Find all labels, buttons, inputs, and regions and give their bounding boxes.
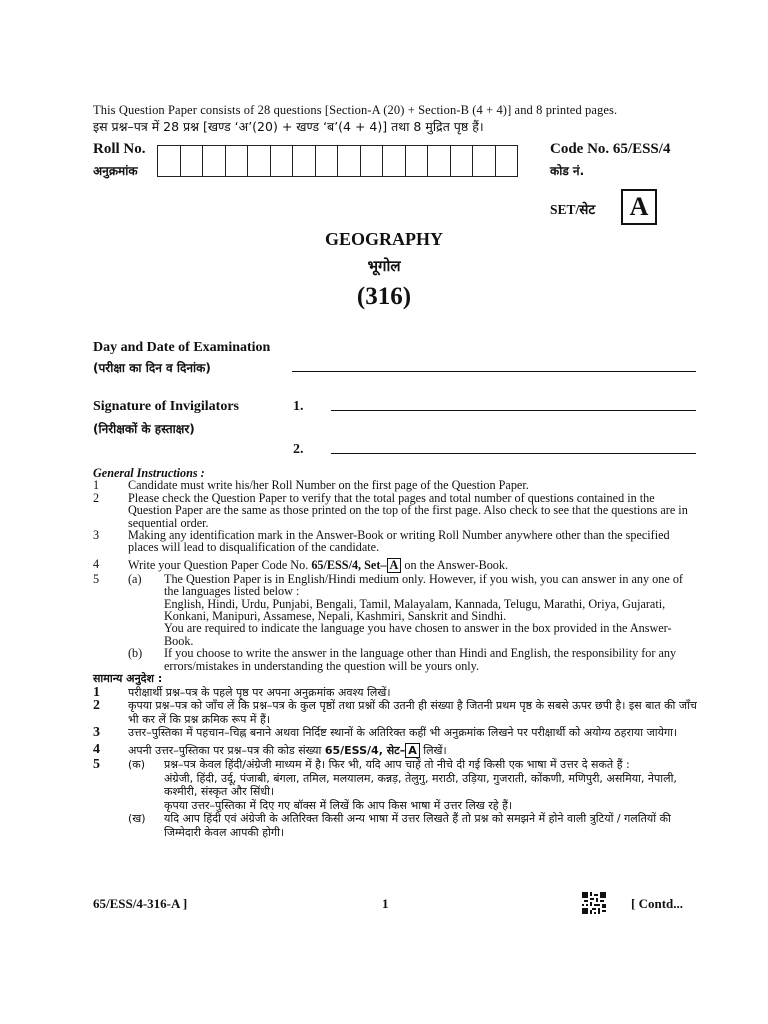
roll-no-box[interactable] bbox=[337, 145, 361, 177]
instruction-number: 5 bbox=[93, 756, 100, 772]
roll-no-box[interactable] bbox=[292, 145, 316, 177]
invigilator-1-number: 1. bbox=[293, 399, 304, 414]
instruction-item bbox=[93, 529, 698, 554]
paper-info-en: This Question Paper consists of 28 questions [Section-A (20) + Section-B (4 + 4)] and 8 printed pages. bbox=[93, 103, 618, 117]
invigilator-2-number: 2. bbox=[293, 442, 304, 457]
instruction-number: 1 bbox=[93, 478, 100, 493]
sub-item-text: You are required to indicate the language you have chosen to answer in the box provided in the Answer-Book. bbox=[164, 621, 672, 648]
invigilator-1-line[interactable] bbox=[331, 410, 696, 411]
instruction-item bbox=[93, 647, 698, 672]
language-list: English, Hindi, Urdu, Punjabi, Bengali, Tamil, Malayalam, Kannada, Telugu, Marathi, Oriya, Gujarati, Konkani, Manipuri, Assamese, Nepali, Kashmiri, Sanskrit and Sindhi. bbox=[164, 596, 666, 624]
qr-code-icon bbox=[582, 892, 606, 914]
set-inline-box: A bbox=[405, 743, 420, 758]
instruction-item bbox=[93, 743, 698, 758]
instruction-text bbox=[164, 573, 698, 647]
roll-no-box[interactable] bbox=[157, 145, 181, 177]
set-label: SET/सेट bbox=[550, 202, 596, 217]
instruction-number: 5 bbox=[93, 571, 100, 586]
instruction-text bbox=[128, 558, 698, 573]
roll-no-boxes[interactable] bbox=[157, 145, 517, 177]
instruction-number: 2 bbox=[93, 698, 100, 714]
instruction-text-post: लिखें। bbox=[419, 743, 447, 757]
language-list: अंग्रेजी, हिंदी, उर्दू, पंजाबी, बंगला, तमिल, मलयालम, कन्नड़, तेलुगु, मराठी, उड़िया, गुजराती, कोंकणी, मणिपुरी, असमिया, नेपाली, कश्मीरी, संस्कृत और सिंधी। bbox=[164, 771, 677, 799]
hindi-instructions-heading: सामान्य अनुदेश : bbox=[93, 672, 163, 685]
instruction-number: 2 bbox=[93, 490, 100, 505]
general-instructions bbox=[93, 467, 698, 672]
instruction-item bbox=[93, 699, 698, 726]
roll-no-box[interactable] bbox=[427, 145, 451, 177]
instruction-item bbox=[93, 758, 698, 812]
roll-no-box[interactable] bbox=[450, 145, 474, 177]
invigilator-signature-label-hi: (निरीक्षकों के हस्ताक्षर) bbox=[93, 422, 195, 436]
roll-no-label-hi: अनुक्रमांक bbox=[93, 164, 138, 178]
instruction-text: परीक्षार्थी प्रश्न–पत्र के पहले पृष्ठ पर अपना अनुक्रमांक अवश्य लिखें। bbox=[128, 685, 391, 699]
roll-no-box[interactable] bbox=[472, 145, 496, 177]
instruction-number: 1 bbox=[93, 684, 100, 700]
footer-paper-code: 65/ESS/4-316-A ] bbox=[93, 896, 188, 911]
instruction-text: Candidate must write his/her Roll Number on the first page of the Question Paper. bbox=[128, 478, 529, 493]
instruction-text-pre: अपनी उत्तर–पुस्तिका पर प्रश्न–पत्र की कोड संख्या bbox=[128, 743, 325, 757]
instruction-text-pre: Write your Question Paper Code No. bbox=[128, 557, 312, 572]
exam-date-line[interactable] bbox=[292, 371, 696, 372]
instruction-item bbox=[93, 558, 698, 573]
sub-item-text: प्रश्न–पत्र केवल हिंदी/अंग्रेजी माध्यम में है। फिर भी, यदि आप चाहें तो नीचे दी गई किसी एक भाषा में उत्तर दे सकते हैं : bbox=[164, 757, 630, 771]
instruction-text: उत्तर–पुस्तिका में पहचान–चिह्न बनाने अथवा निर्दिष्ट स्थानों के अतिरिक्त कहीं भी अनुक्रमांक लिखने पर परीक्षार्थी को अयोग्य ठहराया जायेगा। bbox=[128, 726, 678, 740]
sub-item-text: कृपया उत्तर–पुस्तिका में दिए गए बॉक्स में लिखें कि आप किस भाषा में उत्तर लिख रहे हैं। bbox=[164, 798, 513, 812]
roll-no-box[interactable] bbox=[225, 145, 249, 177]
exam-date-label-hi: (परीक्षा का दिन व दिनांक) bbox=[93, 361, 211, 375]
instruction-number: 4 bbox=[93, 556, 100, 571]
sub-item-text: If you choose to write the answer in the language other than Hindi and English, the responsibility for any errors/mistakes in understanding the question will be yours only. bbox=[164, 646, 677, 673]
roll-no-box[interactable] bbox=[202, 145, 226, 177]
roll-no-box[interactable] bbox=[270, 145, 294, 177]
instruction-number: 3 bbox=[93, 725, 100, 741]
roll-no-box[interactable] bbox=[495, 145, 519, 177]
roll-no-box[interactable] bbox=[180, 145, 204, 177]
instruction-text: कृपया प्रश्न–पत्र को जाँच लें कि प्रश्न–पत्र के कुल पृष्ठों तथा प्रश्नों की उतनी ही संख्या है जितनी प्रथम पृष्ठ के सबसे ऊपर छपी है। इस बात की जाँच भी कर लें कि प्रश्न क्रमिक रूप में हैं। bbox=[128, 699, 697, 726]
sub-item-text: यदि आप हिंदी एवं अंग्रेजी के अतिरिक्त किसी अन्य भाषा में उत्तर लिखते हैं तो प्रश्न को समझने में होने वाली त्रुटियों / गलतियों की जिम्मेदारी केवल आपकी होगी। bbox=[164, 812, 671, 839]
code-set-text: 65/ESS/4, Set– bbox=[311, 557, 387, 572]
instruction-number-spacer bbox=[93, 647, 128, 672]
instruction-item bbox=[93, 726, 698, 740]
code-no-label-hi: कोड नं. bbox=[550, 164, 585, 178]
sub-item-label: (ख) bbox=[128, 812, 146, 826]
sub-item-text: The Question Paper is in English/Hindi medium only. However, if you wish, you can answer in any one of the languages listed below : bbox=[164, 571, 683, 599]
code-set-text: 65/ESS/4, सेट– bbox=[324, 743, 406, 757]
hindi-instructions bbox=[93, 672, 698, 840]
instruction-text-post: on the Answer-Book. bbox=[401, 557, 509, 572]
invigilator-signature-label: Signature of Invigilators bbox=[93, 399, 239, 414]
set-box: A bbox=[621, 189, 657, 225]
invigilator-2-line[interactable] bbox=[331, 453, 696, 454]
instruction-text bbox=[128, 743, 698, 758]
roll-no-box[interactable] bbox=[405, 145, 429, 177]
general-instructions-heading: General Instructions : bbox=[93, 466, 205, 480]
instruction-item bbox=[93, 573, 698, 647]
instruction-item bbox=[93, 812, 698, 839]
roll-no-label: Roll No. bbox=[93, 141, 146, 157]
roll-no-box[interactable] bbox=[315, 145, 339, 177]
subject-title: GEOGRAPHY bbox=[324, 229, 443, 249]
set-inline-box: A bbox=[387, 558, 402, 573]
instruction-number: 3 bbox=[93, 528, 100, 543]
sub-item-label: (a) bbox=[128, 571, 142, 586]
page-number: 1 bbox=[382, 896, 389, 911]
instruction-text: Making any identification mark in the Answer-Book or writing Roll Number anywhere other than the specified places will lead to disqualification of the candidate. bbox=[128, 528, 670, 555]
exam-date-label: Day and Date of Examination bbox=[93, 340, 271, 355]
roll-no-box[interactable] bbox=[382, 145, 406, 177]
code-no-label: Code No. 65/ESS/4 bbox=[550, 141, 671, 157]
instruction-item bbox=[93, 492, 698, 529]
continued-label: [ Contd... bbox=[631, 896, 684, 911]
instruction-number-spacer bbox=[93, 812, 128, 839]
instruction-item bbox=[93, 686, 698, 700]
instruction-text: Please check the Question Paper to verify that the total pages and total number of questions contained in the Question Paper are the same as those printed on the top of the first page. Also check to see that the questions are in sequential order. bbox=[128, 490, 688, 530]
instruction-number: 4 bbox=[93, 741, 100, 757]
instruction-text bbox=[164, 758, 698, 812]
paper-info-hi: इस प्रश्न–पत्र में 28 प्रश्न [खण्ड ‘अ’(20) + खण्ड ‘ब’(4 + 4)] तथा 8 मुद्रित पृष्ठ हैं। bbox=[93, 119, 484, 134]
subject-title-hi: भूगोल bbox=[367, 257, 401, 275]
subject-code: (316) bbox=[356, 283, 412, 310]
roll-no-box[interactable] bbox=[360, 145, 384, 177]
sub-item-label: (क) bbox=[128, 757, 146, 771]
roll-no-box[interactable] bbox=[247, 145, 271, 177]
instruction-item bbox=[93, 479, 698, 491]
sub-item-label: (b) bbox=[128, 646, 143, 661]
